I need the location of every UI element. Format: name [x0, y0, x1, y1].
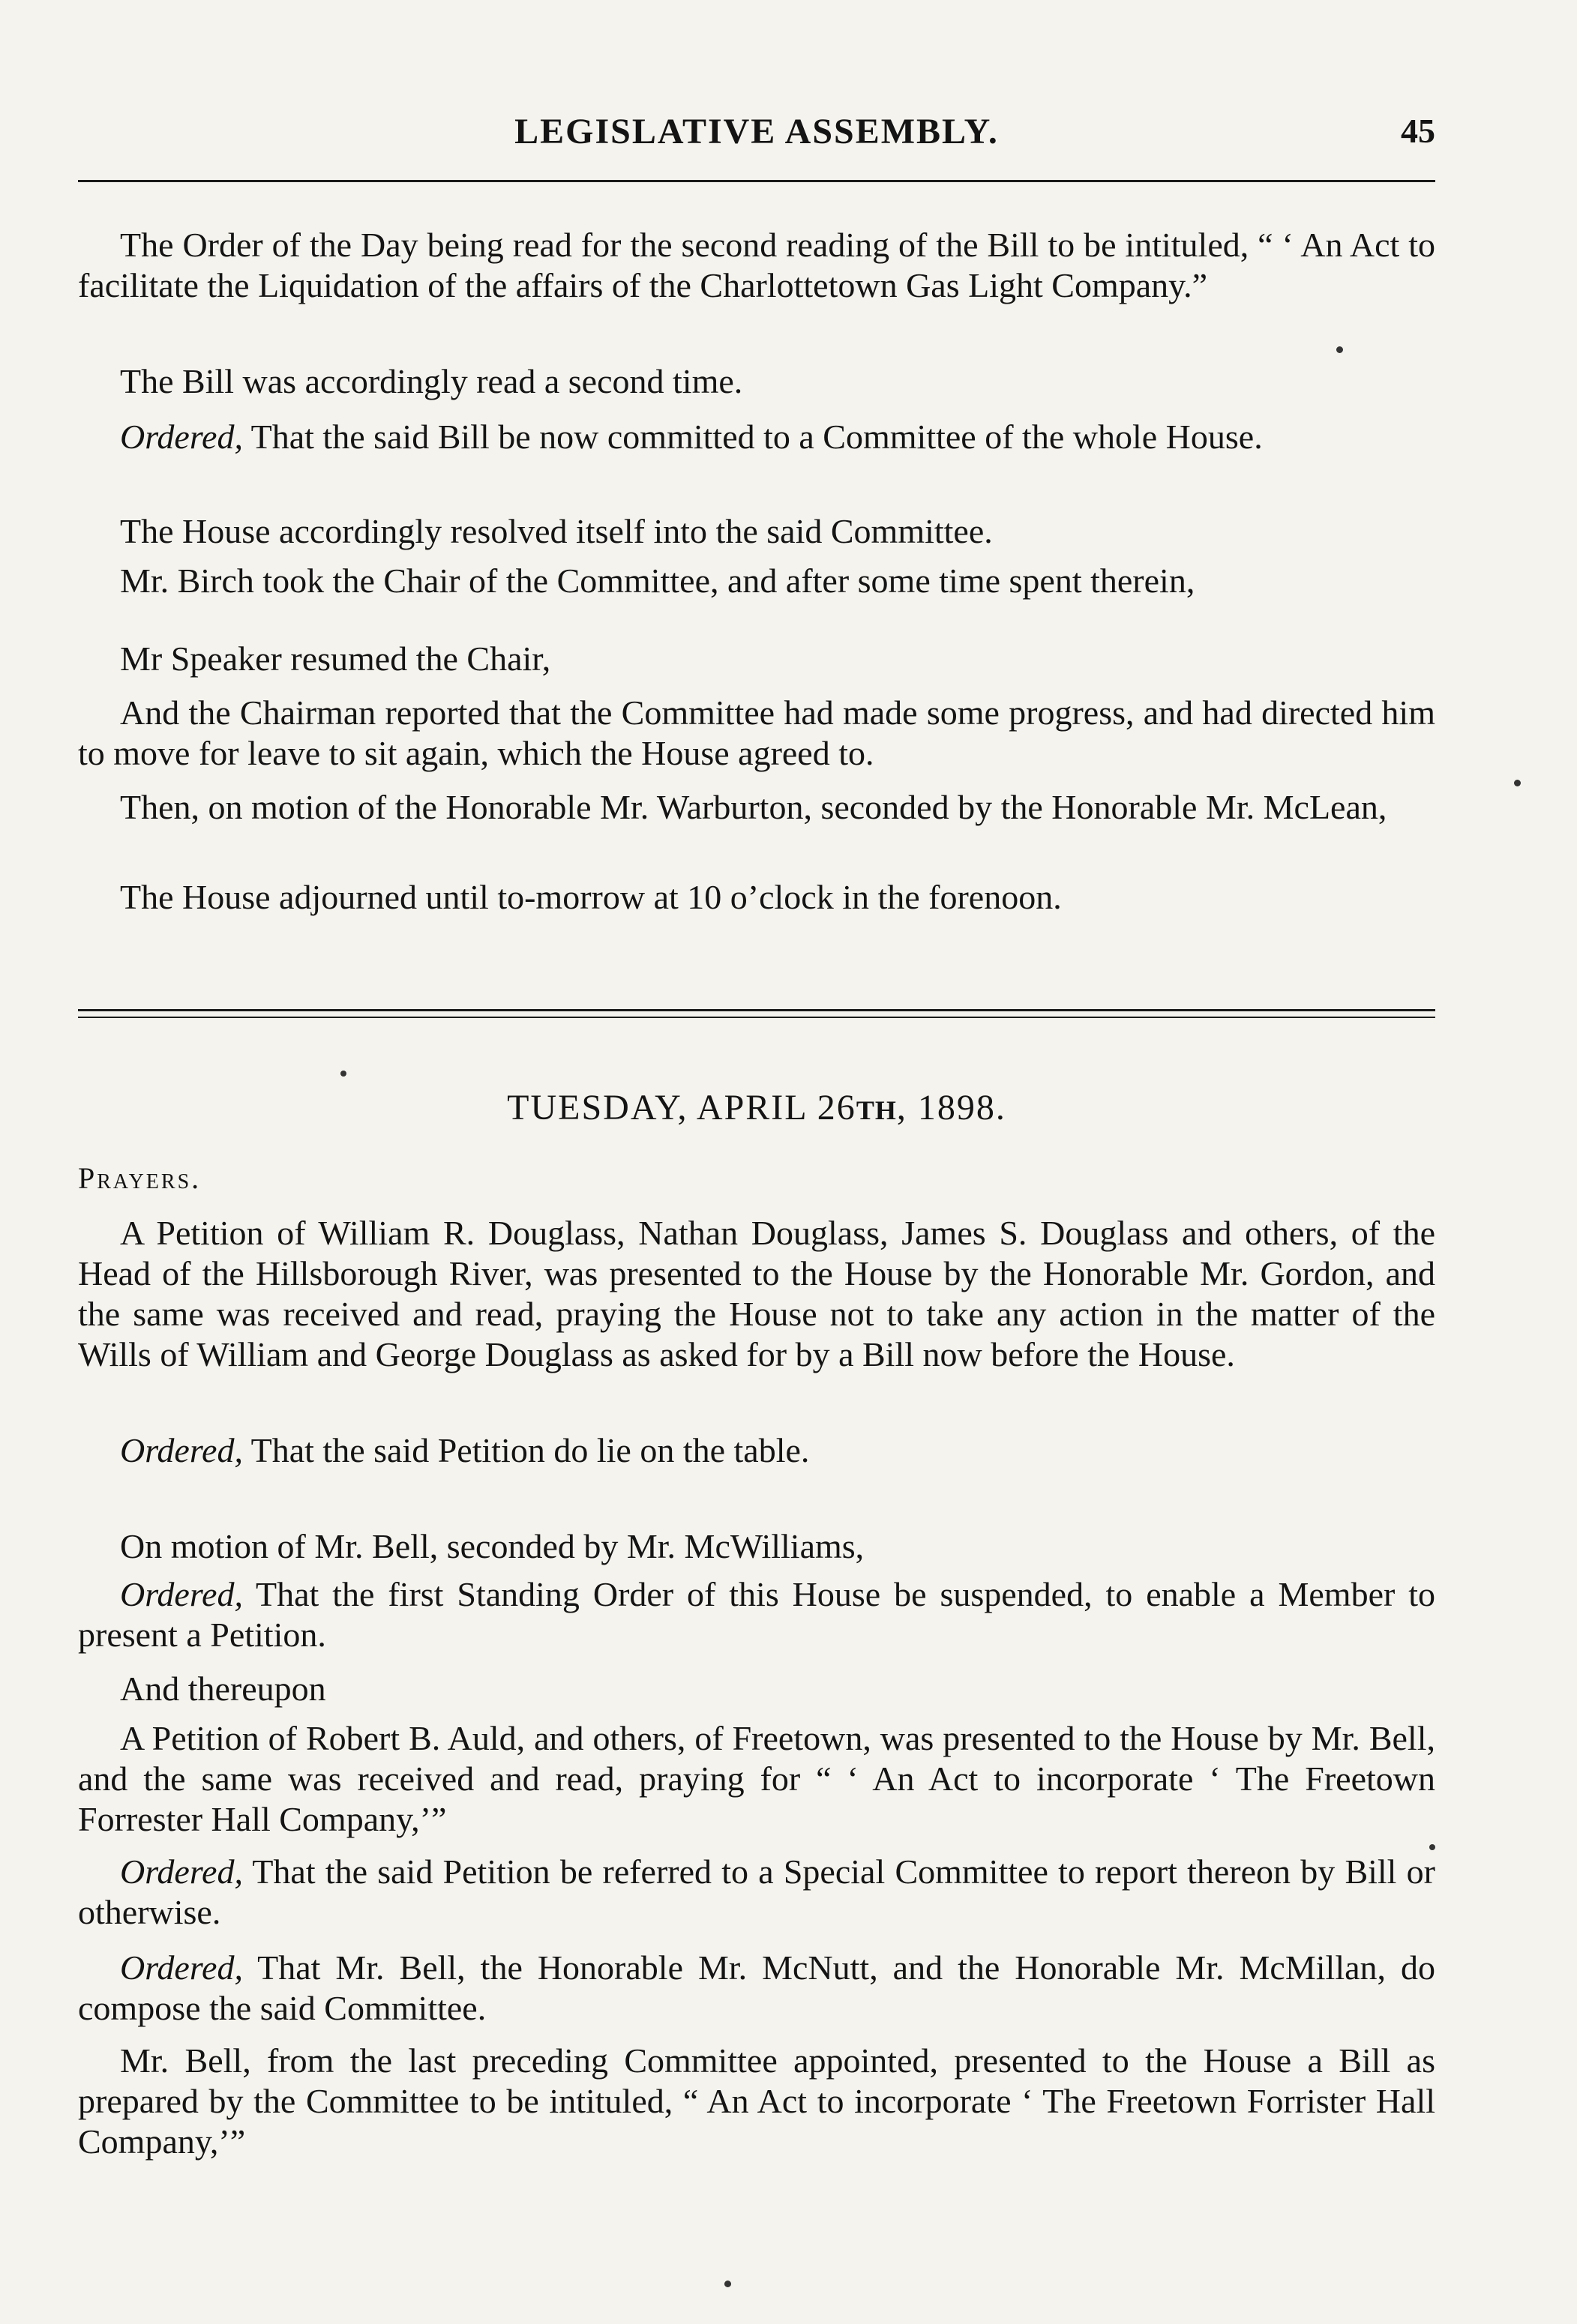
ink-speck [1514, 780, 1521, 786]
paragraph-motion-bell: On motion of Mr. Bell, seconded by Mr. McWilliams, [120, 1527, 865, 1565]
paragraph-thereupon: And thereupon [120, 1670, 326, 1708]
header-rule [78, 180, 1435, 182]
paragraph-douglass-petition: A Petition of William R. Douglass, Nathan Douglass, James S. Douglass and others, of the Head of the Hillsborough River, was presented to the House by the Honorable Mr. Gordon, and the same was received and read, praying the House not to take any action in the matter of the Wills of William and George Douglass as asked for by a Bill now before the House. [78, 1214, 1435, 1373]
ordered-label: Ordered, [120, 1948, 243, 1987]
paragraph-bill-read: The Bill was accordingly read a second time. [120, 362, 743, 400]
ordered-text: That the first Standing Order of this House be suspended, to enable a Member to present a Petition. [78, 1575, 1435, 1654]
prayers-heading: Prayers. [78, 1161, 202, 1195]
ordered-label: Ordered, [120, 1431, 243, 1469]
paragraph-ordered-compose-committee [78, 1948, 1435, 2029]
section-divider-bottom [78, 1017, 1435, 1018]
paragraph-ordered-committed [78, 417, 1435, 457]
ink-speck [1336, 346, 1343, 353]
paragraph-motion-warburton: Then, on motion of the Honorable Mr. Warburton, seconded by the Honorable Mr. McLean, [120, 788, 1387, 826]
running-title: LEGISLATIVE ASSEMBLY. [514, 112, 999, 151]
ordered-text: That the said Bill be now committed to a Committee of the whole House. [242, 418, 1263, 456]
paragraph-birch-chair: Mr. Birch took the Chair of the Committee, and after some time spent therein, [120, 562, 1195, 600]
page-number: 45 [1401, 112, 1435, 150]
paragraph-bill-second-reading: The Order of the Day being read for the second reading of the Bill to be intituled, “ ‘ An Act to facilitate the Liquidation of the affairs of the Charlottetown Gas Light Company.” [78, 226, 1435, 304]
date-suffix: TH [856, 1095, 897, 1125]
paragraph-ordered-lie-table [78, 1430, 1435, 1471]
running-header [78, 111, 1435, 156]
ordered-label: Ordered, [120, 418, 243, 456]
paragraph-resolved-committee: The House accordingly resolved itself into the said Committee. [120, 512, 993, 550]
paragraph-speaker-resumed: Mr Speaker resumed the Chair, [120, 639, 551, 678]
ordered-text: That the said Petition be referred to a Special Committee to report thereon by Bill or otherwise. [78, 1852, 1435, 1931]
ordered-text: That the said Petition do lie on the table. [242, 1431, 810, 1469]
paragraph-chairman-reported: And the Chairman reported that the Committee had made some progress, and had directed him to move for leave to sit again, which the House agreed to. [78, 693, 1435, 772]
sitting-date-heading [78, 1087, 1435, 1128]
ink-speck [1429, 1844, 1435, 1850]
date-main: TUESDAY, APRIL 26 [507, 1088, 856, 1128]
paragraph-house-adjourned: The House adjourned until to-morrow at 10 o’clock in the forenoon. [120, 878, 1062, 916]
ordered-text: That Mr. Bell, the Honorable Mr. McNutt, and the Honorable Mr. McMillan, do compose the said Committee. [78, 1948, 1435, 2027]
paragraph-ordered-standing-order [78, 1574, 1435, 1655]
ordered-label: Ordered, [120, 1575, 243, 1613]
paragraph-bell-presented-bill: Mr. Bell, from the last preceding Committee appointed, presented to the House a Bill as prepared by the Committee to be intituled, “ An Act to incorporate ‘ The Freetown Forrister Hall Company,’” [78, 2041, 1435, 2161]
paragraph-ordered-special-committee [78, 1852, 1435, 1933]
ordered-label: Ordered, [120, 1852, 243, 1891]
section-divider-top [78, 1009, 1435, 1011]
date-year: , 1898. [896, 1088, 1006, 1128]
ink-speck [340, 1071, 346, 1077]
paragraph-auld-petition: A Petition of Robert B. Auld, and others, of Freetown, was presented to the House by Mr. Bell, and the same was received and read, praying for “ ‘ An Act to incorporate ‘ The Freetown Forrester Hall Company,’” [78, 1719, 1435, 1838]
ink-speck [724, 2281, 731, 2287]
